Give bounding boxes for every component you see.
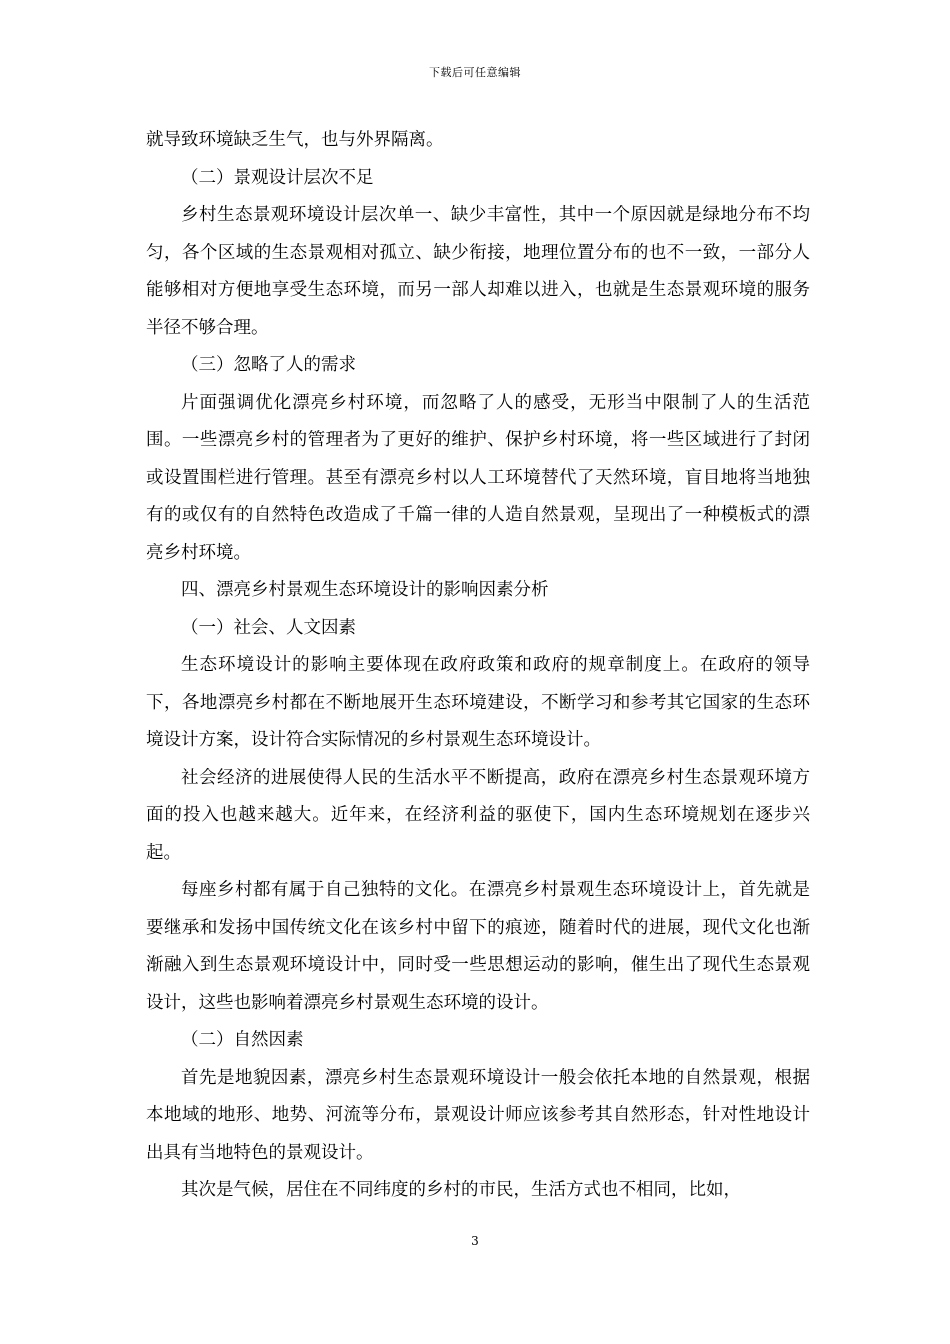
paragraph: 社会经济的进展使得人民的生活水平不断提高，政府在漂亮乡村生态景观环境方面的投入也越来越大。近年来，在经济利益的驱使下，国内生态环境规划在逐步兴起。 <box>146 767 810 863</box>
section-heading: （三）忽略了人的需求 <box>181 355 356 375</box>
section-heading: （一）社会、人文因素 <box>181 617 356 638</box>
chapter-heading: 四、漂亮乡村景观生态环境设计的影响因素分析 <box>181 580 549 600</box>
paragraph: 生态环境设计的影响主要体现在政府政策和政府的规章制度上。在政府的领导下，各地漂亮乡村都在不断地展开生态环境建设，不断学习和参考其它国家的生态环境设计方案，设计符合实际情况的乡村景观生态环境设计。 <box>146 655 810 750</box>
paragraph: 首先是地貌因素，漂亮乡村生态景观环境设计一般会依托本地的自然景观，根据本地域的地形、地势、河流等分布，景观设计师应该参考其自然形态，针对性地设计出具有当地特色的景观设计。 <box>146 1067 810 1163</box>
paragraph-continuation: 就导致环境缺乏生气，也与外界隔离。 <box>146 130 444 150</box>
section-heading: （二）景观设计层次不足 <box>181 167 374 188</box>
page-number: 3 <box>471 1234 479 1248</box>
document-body <box>146 122 810 1210</box>
paragraph: 每座乡村都有属于自己独特的文化。在漂亮乡村景观生态环境设计上，首先就是要继承和发扬中国传统文化在该乡村中留下的痕迹，随着时代的进展，现代文化也渐渐融入到生态景观环境设计中，同时受一些思想运动的影响，催生出了现代生态景观设计，这些也影响着漂亮乡村景观生态环境的设计。 <box>146 880 810 1013</box>
paragraph: 其次是气候，居住在不同纬度的乡村的市民，生活方式也不相同，比如， <box>181 1180 741 1200</box>
section-heading: （二）自然因素 <box>181 1030 304 1050</box>
page-header: 下载后可任意编辑 <box>429 66 521 79</box>
paragraph: 片面强调优化漂亮乡村环境，而忽略了人的感受，无形当中限制了人的生活范围。一些漂亮乡村的管理者为了更好的维护、保护乡村环境，将一些区域进行了封闭或设置围栏进行管理。甚至有漂亮乡村以人工环境替代了天然环境，盲目地将当地独有的或仅有的自然特色改造成了千篇一律的人造自然景观，呈现出了一种模板式的漂亮乡村环境。 <box>146 392 810 563</box>
paragraph: 乡村生态景观环境设计层次单一、缺少丰富性，其中一个原因就是绿地分布不均匀，各个区域的生态景观相对孤立、缺少衔接，地理位置分布的也不一致，一部分人能够相对方便地享受生态环境，而另一部人却难以进入，也就是生态景观环境的服务半径不够合理。 <box>146 205 810 338</box>
